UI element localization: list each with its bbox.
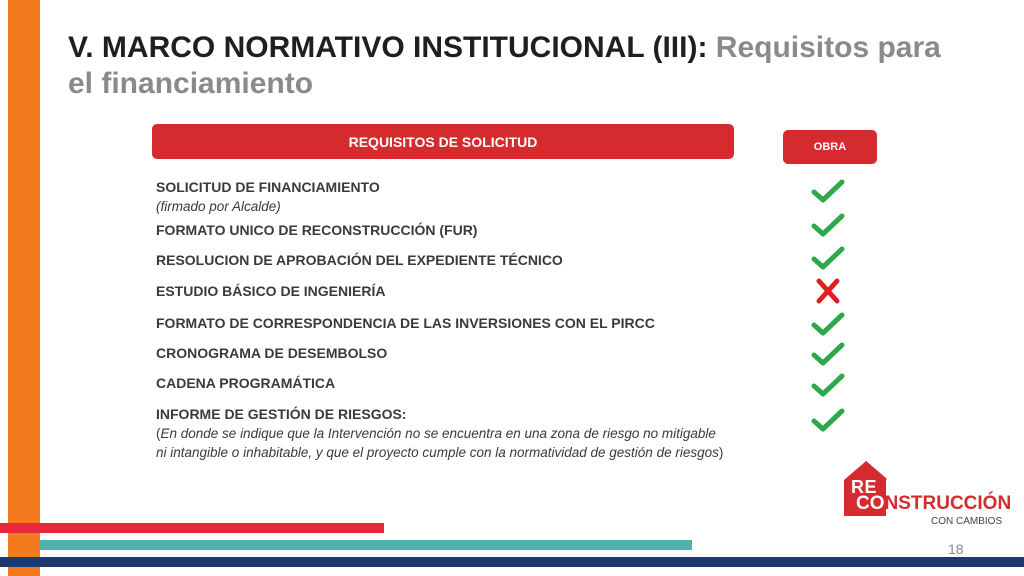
note-line-1: En donde se indique que la Intervención no se encuentra en una zona de riesgo no mitigable: [160, 426, 716, 441]
page-number: 18: [948, 541, 964, 557]
list-item: [156, 178, 796, 216]
list-item: [156, 374, 796, 393]
obra-header-label: OBRA: [813, 141, 847, 153]
note-line-2: ni intangible o inhabitable, y que el proyecto cumple con la normatividad de gestión de riesgos: [156, 445, 719, 460]
requirement-name: CRONOGRAMA DE DESEMBOLSO: [156, 345, 388, 361]
logo-co: CO: [856, 493, 885, 514]
requirement-name: ESTUDIO BÁSICO DE INGENIERÍA: [156, 283, 386, 299]
check-icon: [811, 177, 845, 205]
note-close-paren: ): [718, 445, 724, 460]
logo-wordmark: [856, 493, 1011, 515]
reconstruccion-logo: [840, 460, 1010, 530]
requirement-name: FORMATO DE CORRESPONDENCIA DE LAS INVERSIONES CON EL PIRCC: [156, 315, 655, 331]
requirement-name: SOLICITUD DE FINANCIAMIENTO: [156, 179, 380, 195]
requirement-name: FORMATO UNICO DE RECONSTRUCCIÓN (FUR): [156, 222, 478, 238]
requirements-header-label: REQUISITOS DE SOLICITUD: [348, 133, 538, 150]
footer-stripe-red: [0, 523, 384, 533]
list-item: [156, 405, 796, 462]
check-icon: [811, 244, 845, 272]
requirement-name: RESOLUCION DE APROBACIÓN DEL EXPEDIENTE TÉCNICO: [156, 252, 563, 268]
page-title: [68, 30, 968, 102]
logo-nstruccion: NSTRUCCIÓN: [884, 493, 1012, 514]
title-main: V. MARCO NORMATIVO INSTITUCIONAL (III):: [68, 31, 716, 64]
footer-stripe-teal: [40, 540, 692, 550]
obra-header: [783, 130, 877, 164]
left-accent-bar: [8, 0, 40, 576]
list-item: [156, 221, 796, 240]
check-icon: [811, 310, 845, 338]
check-icon: [811, 371, 845, 399]
title-subtitle: Requisitos para el financiamiento: [68, 31, 941, 100]
list-item: [156, 251, 796, 270]
requirement-note: (firmado por Alcalde): [156, 199, 281, 214]
check-icon: [811, 340, 845, 368]
requirement-name: INFORME DE GESTIÓN DE RIESGOS:: [156, 406, 407, 422]
logo-re: RE: [851, 477, 878, 497]
requirements-header: [152, 124, 734, 159]
list-item: [156, 282, 796, 301]
requirement-name: CADENA PROGRAMÁTICA: [156, 375, 336, 391]
note-open-paren: (: [156, 426, 161, 441]
logo-tagline: CON CAMBIOS: [931, 516, 1003, 527]
list-item: [156, 344, 796, 363]
list-item: [156, 314, 796, 333]
check-icon: [811, 406, 845, 434]
check-icon: [811, 211, 845, 239]
requirement-note: [156, 443, 796, 462]
requirement-note: [156, 424, 796, 443]
cross-icon: [811, 277, 845, 305]
footer-stripe-navy: [0, 557, 1024, 567]
